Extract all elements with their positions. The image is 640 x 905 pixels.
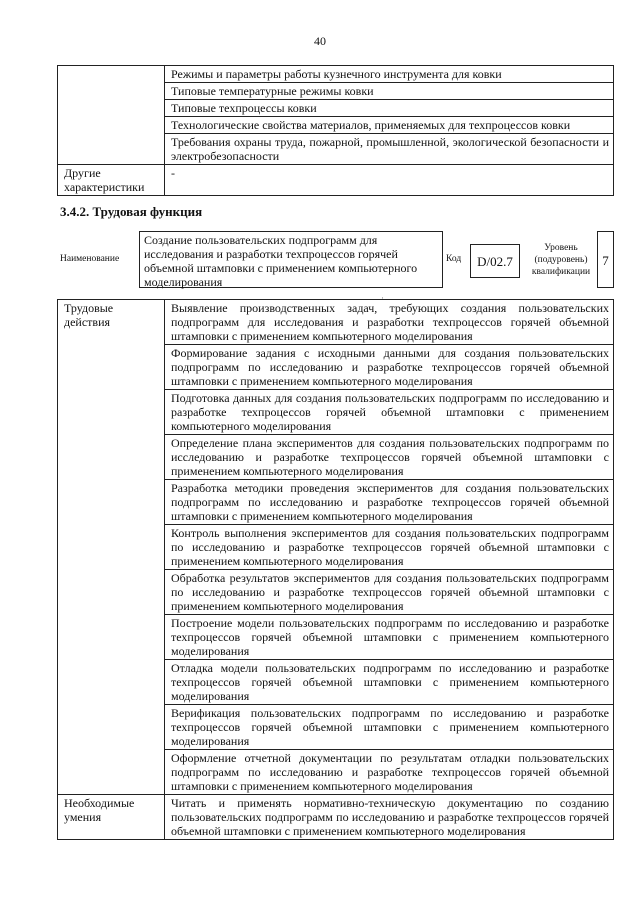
labor-action-item: Определение плана экспериментов для создания пользовательских подпрограмм по исследованию и разработке техпроцессов горячей объемной штамповки с применением компьютерного моделирования — [165, 435, 614, 480]
code-label: Код — [446, 254, 462, 264]
knowledge-item: Требования охраны труда, пожарной, промышленной, экологической безопасности и электробезопасности — [165, 134, 614, 165]
function-name: Создание пользовательских подпрограмм для исследования и разработки техпроцессов горячей объемной штамповки с применением компьютерного моделирования — [139, 231, 443, 288]
knowledge-item: Технологические свойства материалов, применяемых для техпроцессов ковки — [165, 117, 614, 134]
labor-action-item: Верификация пользовательских подпрограмм по исследованию и разработке техпроцессов горячей объемной штамповки с применением компьютерного моделирования — [165, 705, 614, 750]
labor-action-item: Контроль выполнения экспериментов для создания пользовательских подпрограмм по исследованию и разработке техпроцессов горячей объемной штамповки с применением компьютерного моделирования — [165, 525, 614, 570]
scan-mark: · — [381, 293, 384, 303]
labor-action-item: Обработка результатов экспериментов для создания пользовательских подпрограмм по исследованию и разработке техпроцессов горячей объемной штамповки с применением компьютерного моделирования — [165, 570, 614, 615]
level-value: 7 — [597, 231, 614, 288]
page-number: 40 — [314, 34, 326, 48]
skill-item: Читать и применять нормативно-техническую документацию по созданию пользовательских подпрограмм по исследованию и разработке техпроцессов горячей объемной штамповки с применением компьютерного моделирования — [165, 795, 614, 840]
skills-label: Необходимые умения — [58, 795, 165, 840]
knowledge-item: Типовые техпроцессы ковки — [165, 100, 614, 117]
labor-action-item: Разработка методики проведения экспериментов для создания пользовательских подпрограмм по исследованию и разработке техпроцессов горячей объемной штамповки с применением компьютерного моделирования — [165, 480, 614, 525]
labor-action-item: Подготовка данных для создания пользовательских подпрограмм по исследованию и разработке техпроцессов горячей объемной штамповки с применением компьютерного моделирования — [165, 390, 614, 435]
labor-action-item: Выявление производственных задач, требующих создания пользовательских подпрограмм для исследования и разработки техпроцессов горячей объемной штамповки с применением компьютерного моделирования — [165, 300, 614, 345]
labor-action-item: Построение модели пользовательских подпрограмм по исследованию и разработке техпроцессов горячей объемной штамповки с применением компьютерного моделирования — [165, 615, 614, 660]
knowledge-table — [57, 65, 614, 196]
labor-action-item: Оформление отчетной документации по результатам отладки пользовательских подпрограмм по исследованию и разработке техпроцессов горячей объемной штамповки с применением компьютерного моделирования — [165, 750, 614, 795]
labor-function-table — [57, 299, 614, 840]
knowledge-item: Режимы и параметры работы кузнечного инструмента для ковки — [165, 66, 614, 83]
labor-action-item: Отладка модели пользовательских подпрограмм по исследованию и разработке техпроцессов горячей объемной штамповки с применением компьютерного моделирования — [165, 660, 614, 705]
labor-action-item: Формирование задания с исходными данными для создания пользовательских подпрограмм по исследованию и разработке техпроцессов горячей объемной штамповки с применением компьютерного моделирования — [165, 345, 614, 390]
section-title: 3.4.2. Трудовая функция — [60, 204, 203, 219]
function-header — [60, 228, 614, 303]
other-characteristics-value: - — [165, 165, 614, 196]
level-label: Уровень (подуровень) квалификации — [531, 243, 591, 277]
empty-label-cell — [58, 66, 165, 165]
labor-actions-label: Трудовые действия — [58, 300, 165, 795]
knowledge-item: Типовые температурные режимы ковки — [165, 83, 614, 100]
function-code: D/02.7 — [470, 244, 520, 278]
name-label: Наименование — [60, 254, 120, 264]
other-characteristics-label: Другие характеристики — [58, 165, 165, 196]
